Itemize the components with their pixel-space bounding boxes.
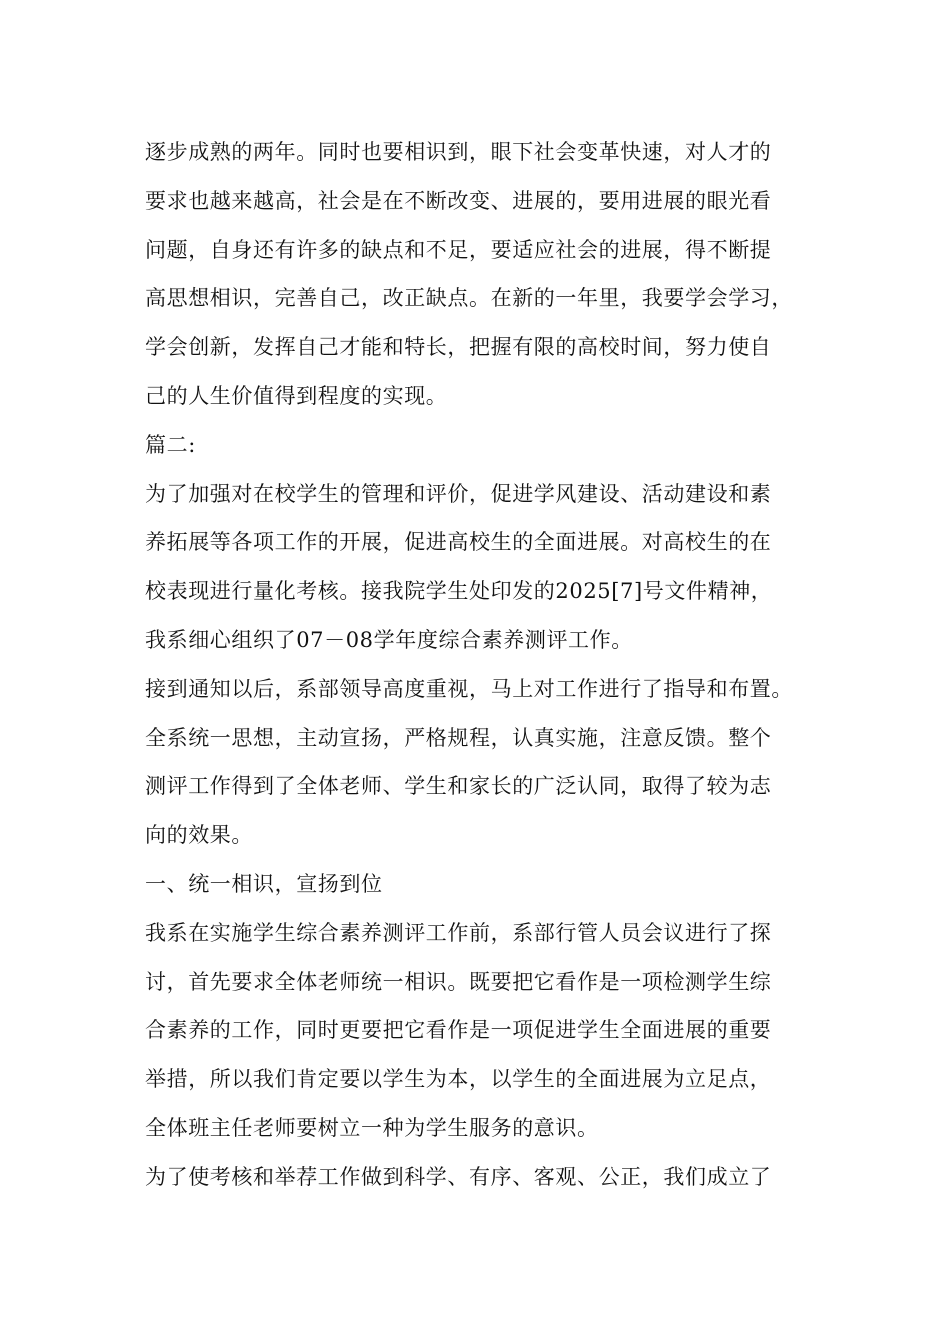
text-line: 逐步成熟的两年。同时也要相识到，眼下社会变革快速，对人才的 [145, 140, 772, 164]
text-line: 己的人生价值得到程度的实现。 [145, 383, 448, 408]
text-line: 为了加强对在校学生的管理和评价，促进学风建设、活动建设和素 [145, 481, 772, 506]
text-line: 我系细心组织了07－08学年度综合素养测评工作。 [145, 627, 633, 652]
text-line: 校表现进行量化考核。接我院学生处印发的2025[7]号文件精神， [145, 579, 773, 604]
text-line: 向的效果。 [145, 823, 253, 848]
text-line: 举措，所以我们肯定要以学生为本，以学生的全面进展为立足点， [145, 1067, 772, 1092]
section-heading: 一、统一相识，宣扬到位 [145, 871, 383, 896]
text-line: 全体班主任老师要树立一种为学生服务的意识。 [145, 1115, 599, 1140]
text-line: 要求也越来越高，社会是在不断改变、进展的，要用进展的眼光看 [145, 188, 772, 213]
text-line: 测评工作得到了全体老师、学生和家长的广泛认同，取得了较为志 [145, 774, 772, 799]
text-line: 高思想相识，完善自己，改正缺点。在新的一年里，我要学会学习， [145, 286, 793, 311]
text-line: 全系统一思想，主动宣扬，严格规程，认真实施，注意反馈。整个 [145, 725, 772, 750]
section-heading: 篇二: [145, 432, 196, 457]
document-body [145, 128, 835, 1202]
text-line: 我系在实施学生综合素养测评工作前，系部行管人员会议进行了探 [145, 920, 772, 945]
text-line: 养拓展等各项工作的开展，促进高校生的全面进展。对高校生的在 [145, 530, 772, 555]
text-line: 为了使考核和举荐工作做到科学、有序、客观、公正，我们成立了 [145, 1164, 772, 1189]
text-line: 接到通知以后，系部领导高度重视，马上对工作进行了指导和布置。 [145, 676, 793, 701]
text-line: 讨，首先要求全体老师统一相识。既要把它看作是一项检测学生综 [145, 969, 772, 994]
text-line: 合素养的工作，同时更要把它看作是一项促进学生全面进展的重要 [145, 1018, 772, 1043]
text-line: 学会创新，发挥自己才能和特长，把握有限的高校时间，努力使自 [145, 335, 772, 360]
text-line: 问题，自身还有许多的缺点和不足，要适应社会的进展，得不断提 [145, 237, 772, 262]
